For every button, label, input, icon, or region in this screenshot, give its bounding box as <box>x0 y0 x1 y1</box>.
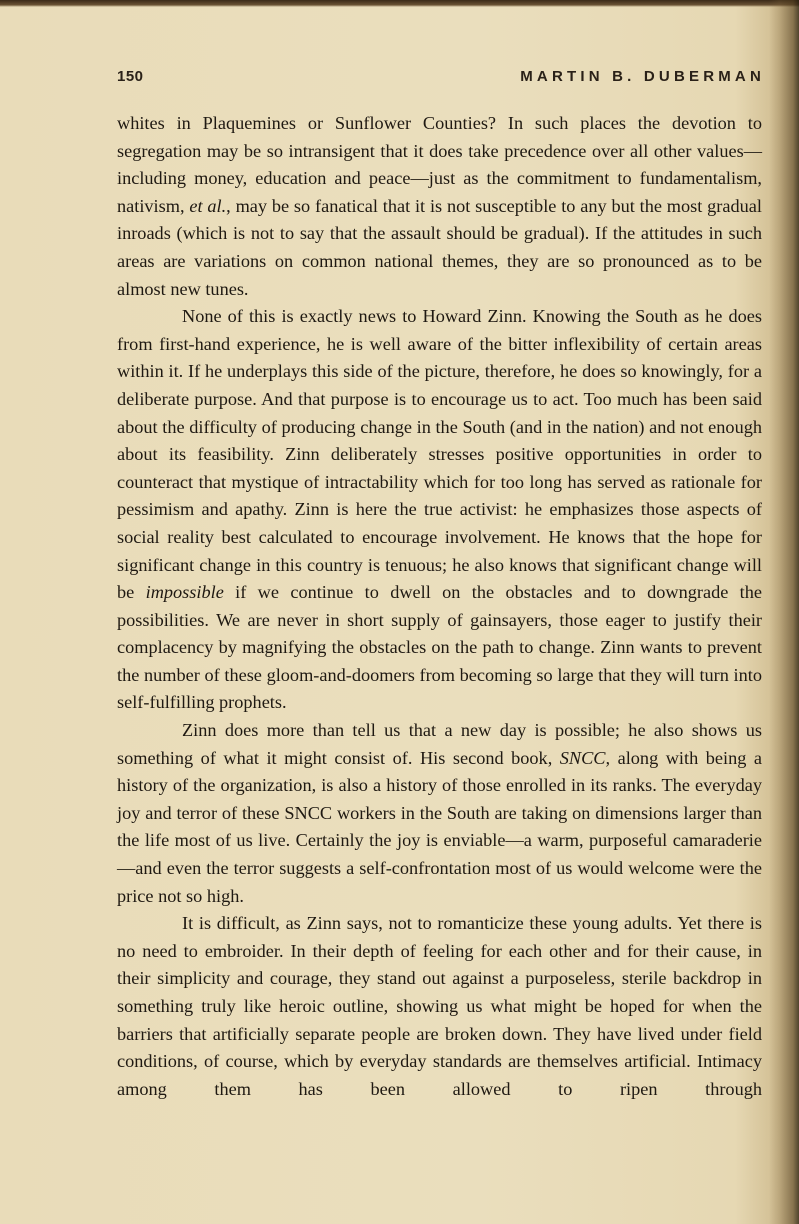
paragraph-1-text-b: , may be so fanatical that it is not susceptible to any but the most gradual inroads (which is not to say that the assault should be gradual). If the attitudes in such areas are variations on common national themes, they are so pronounced as to be almost new tunes. <box>117 195 762 299</box>
paragraph-3-text-b: along with being a history of the organization, is also a history of those enrolled in its ranks. The everyday joy and terror of these SNCC workers in the South are taking on dimensions larger than the life most of us live. Certainly the joy is enviable—a warm, purposeful camaraderie—and even the terror suggests a self-confrontation most of us would welcome were the price not so high. <box>117 747 762 906</box>
paragraph-2-text-b: if we continue to dwell on the obstacles and to downgrade the possibilities. We are never in short supply of gainsayers, those eager to justify their complacency by magnifying the obstacles on the path to change. Zinn wants to prevent the number of these gloom-and-doomers from becoming so large that they will turn into self-fulfilling prophets. <box>117 582 762 713</box>
page-number: 150 <box>117 68 144 85</box>
paragraph-3-italic-sncc: SNCC, <box>559 747 611 768</box>
page-top-edge <box>0 0 799 7</box>
paragraph-2 <box>117 303 762 717</box>
paragraph-4-text: It is difficult, as Zinn says, not to romanticize these young adults. Yet there is no need to embroider. In their depth of feeling for each other and for their cause, in their simplicity and courage, they stand out against a purposeless, sterile backdrop in something truly like heroic outline, showing us what might be hoped for when the barriers that artificially separate people are broken down. They have lived under field conditions, of course, which by everyday standards are themselves artificial. Intimacy among them has been allowed to ripen through <box>117 913 762 1099</box>
paragraph-1-text-a: whites in Plaquemines or Sunflower Counties? In such places the devotion to segregation may be so intransigent that it does take precedence over all other values—including money, education and peace—just as the commitment to fundamentalism, nativism, <box>117 113 762 216</box>
paragraph-2-text-a: None of this is exactly news to Howard Zinn. Knowing the South as he does from first-hand experience, he is well aware of the bitter inflexibility of certain areas within it. If he underplays this side of the picture, therefore, he does so knowingly, for a deliberate purpose. And that purpose is to encourage us to act. Too much has been said about the difficulty of producing change in the South (and in the nation) and not enough about its feasibility. Zinn deliberately stresses positive opportunities in order to counteract that mystique of intractability which for too long has served as rationale for pessimism and apathy. Zinn is here the true activist: he emphasizes those aspects of social reality best calculated to encourage involvement. He knows that the hope for significant change in this country is tenuous; he also knows that significant change will be <box>117 306 762 603</box>
paragraph-4 <box>117 910 762 1103</box>
paragraph-1 <box>117 110 762 303</box>
paragraph-3 <box>117 717 762 910</box>
body-text <box>117 110 762 1103</box>
running-head-author: MARTIN B. DUBERMAN <box>520 68 765 85</box>
paragraph-3-text-a: Zinn does more than tell us that a new day is possible; he also shows us something of what it might consist of. His second book, <box>117 720 762 768</box>
paragraph-2-italic-impossible: impossible <box>145 582 224 603</box>
page-header <box>117 68 765 88</box>
book-binding-edge <box>769 0 799 1224</box>
paragraph-1-italic-et-al: et al. <box>189 195 227 216</box>
